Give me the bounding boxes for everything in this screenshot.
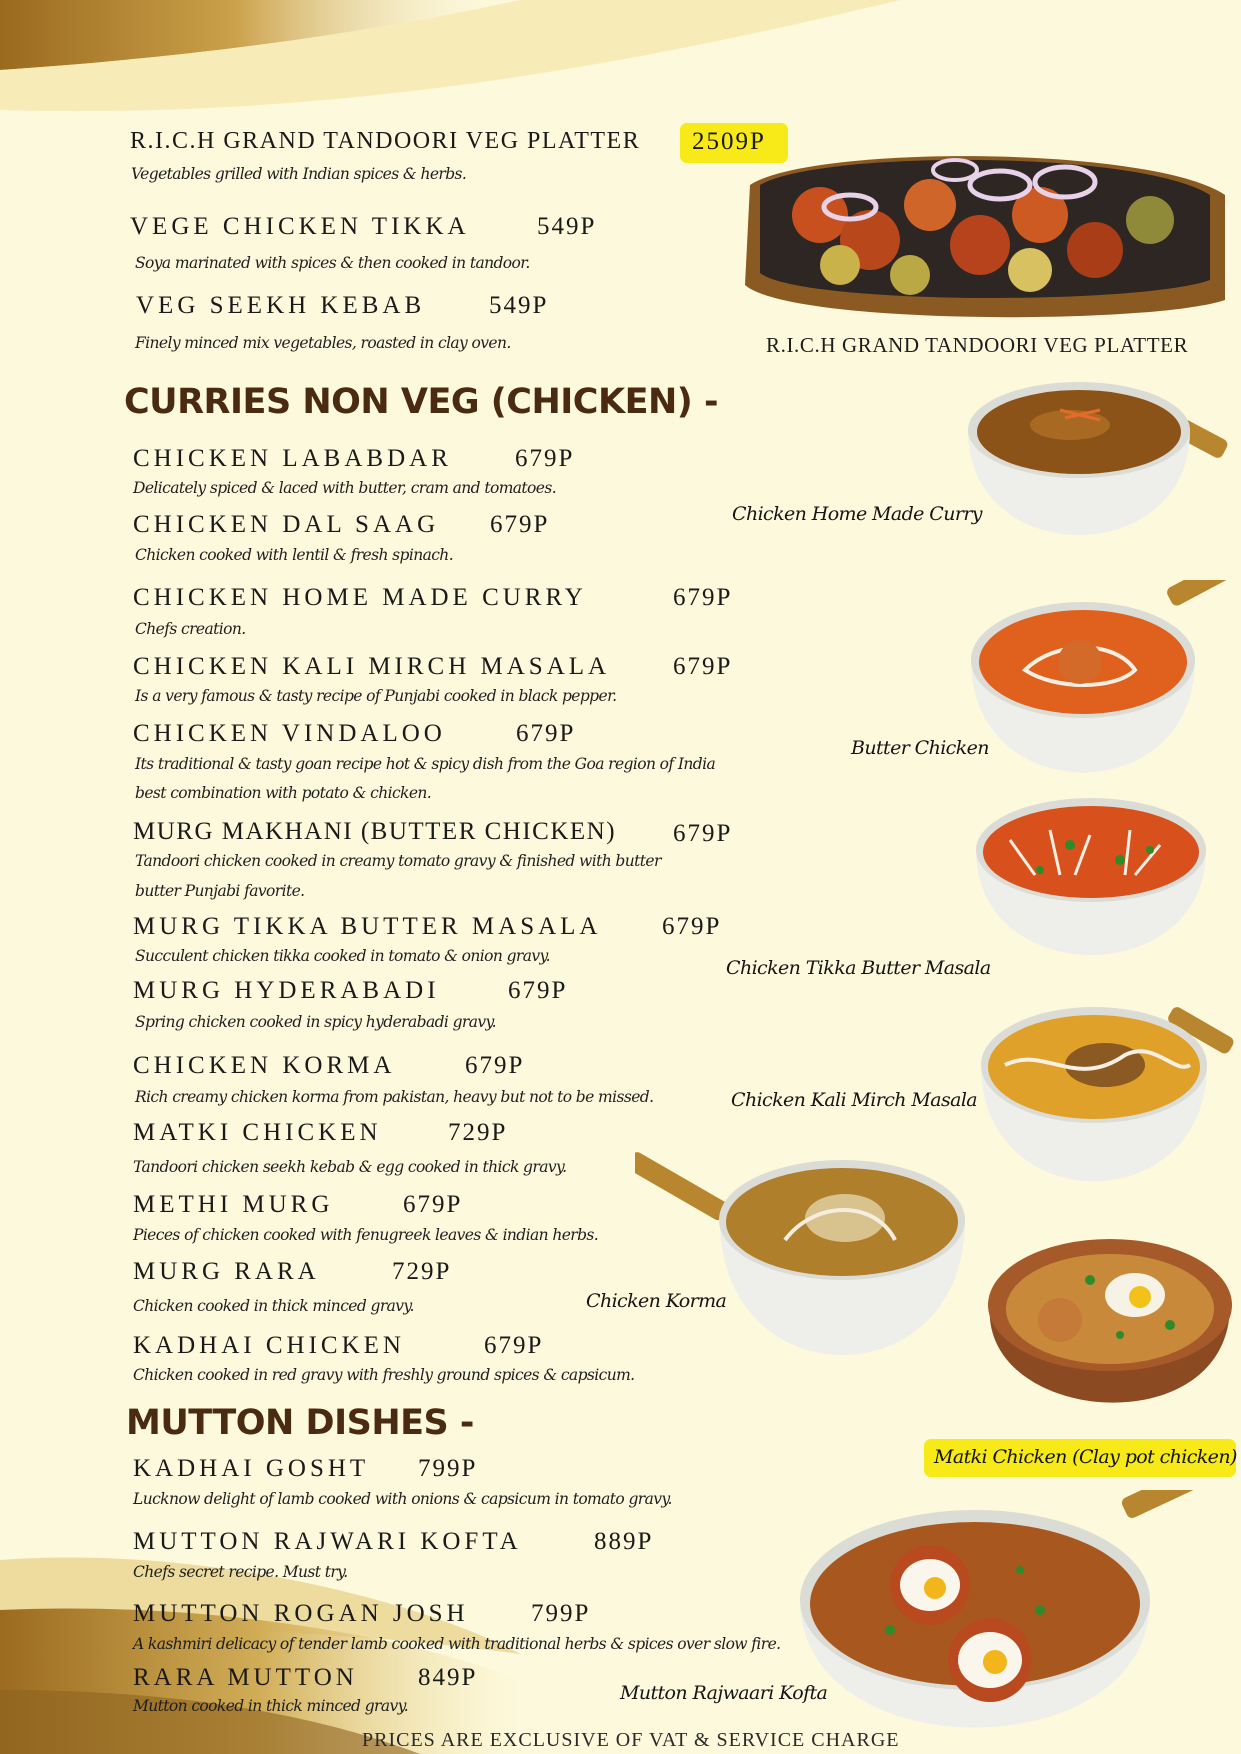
menu-item-name: MUTTON RAJWARI KOFTA (133, 1528, 522, 1555)
menu-item-desc: Is a very famous & tasty recipe of Punjabi cooked in black pepper. (135, 687, 617, 705)
menu-item-desc: Lucknow delight of lamb cooked with onions & capsicum in tomato gravy. (133, 1490, 672, 1508)
menu-item-name: METHI MURG (133, 1191, 334, 1218)
platter-name: R.I.C.H GRAND TANDOORI VEG PLATTER (130, 128, 641, 154)
footer-note: PRICES ARE EXCLUSIVE OF VAT & SERVICE CHARGE (362, 1729, 900, 1751)
menu-item-price: 679P (465, 1052, 525, 1079)
menu-item-desc: best combination with potato & chicken. (135, 784, 432, 802)
menu-item-price: 549P (537, 213, 597, 240)
menu-item-desc: Chicken cooked with lentil & fresh spinach. (135, 546, 454, 564)
chicken-home-made-curry-photo (960, 370, 1241, 570)
menu-item-name: CHICKEN HOME MADE CURRY (133, 584, 587, 611)
platter-entry (130, 128, 640, 155)
photo-caption: Butter Chicken (851, 737, 989, 759)
menu-item-desc: Rich creamy chicken korma from pakistan, heavy but not to be missed. (135, 1088, 654, 1106)
menu-item-price: 549P (489, 292, 549, 319)
menu-item-name: CHICKEN VINDALOO (133, 720, 446, 747)
menu-item-desc: Chefs creation. (135, 620, 246, 638)
menu-item-name: MURG HYDERABADI (133, 977, 440, 1004)
menu-item-desc: Chicken cooked in red gravy with freshly ground spices & capsicum. (133, 1366, 635, 1384)
menu-item-name: CHICKEN KORMA (133, 1052, 396, 1079)
menu-item-price: 679P (662, 913, 722, 940)
menu-item-name: MURG MAKHANI (BUTTER CHICKEN) (133, 818, 617, 845)
matki-chicken-photo (980, 1225, 1241, 1435)
menu-item-desc: Chefs secret recipe. Must try. (133, 1563, 348, 1581)
menu-item-desc: Spring chicken cooked in spicy hyderabadi gravy. (135, 1013, 496, 1031)
menu-item-desc: Succulent chicken tikka cooked in tomato & onion gravy. (135, 947, 550, 965)
menu-item-name: RARA MUTTON (133, 1664, 358, 1691)
butter-chicken-photo (965, 580, 1241, 800)
menu-item-price: 679P (484, 1332, 544, 1359)
menu-item-desc: Tandoori chicken cooked in creamy tomato gravy & finished with butter (135, 852, 661, 870)
menu-item-desc: Pieces of chicken cooked with fenugreek leaves & indian herbs. (133, 1226, 599, 1244)
menu-item-name: CHICKEN LABABDAR (133, 445, 452, 472)
platter-price-badge (680, 123, 788, 163)
tandoori-platter-photo (730, 125, 1235, 325)
photo-caption: Chicken Tikka Butter Masala (726, 957, 991, 979)
chicken-korma-photo (635, 1130, 975, 1400)
photo-caption: Chicken Korma (586, 1290, 727, 1312)
menu-item-desc: Delicately spiced & laced with butter, cram and tomatoes. (133, 479, 557, 497)
menu-item-desc: Chicken cooked in thick minced gravy. (133, 1297, 414, 1315)
photo-caption: Mutton Rajwaari Kofta (620, 1682, 828, 1704)
menu-item-price: 729P (448, 1119, 508, 1146)
menu-item-price: 679P (403, 1191, 463, 1218)
menu-item-desc: Finely minced mix vegetables, roasted in clay oven. (135, 334, 511, 352)
chicken-kali-mirch-masala-photo (975, 995, 1241, 1220)
chicken-tikka-butter-masala-photo (970, 790, 1241, 990)
menu-item-price: 889P (594, 1528, 654, 1555)
menu-item-price: 679P (516, 720, 576, 747)
menu-item-price: 849P (418, 1664, 478, 1691)
menu-item-price: 729P (392, 1258, 452, 1285)
menu-item-desc: Its traditional & tasty goan recipe hot & spicy dish from the Goa region of India (135, 755, 716, 773)
photo-caption: Chicken Kali Mirch Masala (731, 1089, 978, 1111)
menu-item-name: VEGE CHICKEN TIKKA (130, 213, 470, 240)
menu-item-price: 799P (531, 1600, 591, 1627)
matki-caption-badge (924, 1439, 1236, 1477)
menu-item-name: CHICKEN DAL SAAG (133, 511, 440, 538)
platter-photo-caption: R.I.C.H GRAND TANDOORI VEG PLATTER (766, 333, 1189, 357)
platter-price: 2509P (692, 128, 766, 155)
menu-item-desc: Mutton cooked in thick minced gravy. (133, 1697, 409, 1715)
menu-item-desc: Soya marinated with spices & then cooked in tandoor. (135, 254, 530, 272)
mutton-rajwari-kofta-photo (790, 1490, 1241, 1754)
photo-caption: Chicken Home Made Curry (732, 503, 982, 525)
menu-item-price: 679P (515, 445, 575, 472)
menu-item-name: CHICKEN KALI MIRCH MASALA (133, 653, 611, 680)
menu-item-price: 679P (673, 820, 733, 847)
menu-item-price: 679P (508, 977, 568, 1004)
section-title-curries: CURRIES NON VEG (CHICKEN) - (124, 382, 718, 422)
menu-item-desc: butter Punjabi favorite. (135, 882, 305, 900)
menu-item-name: KADHAI CHICKEN (133, 1332, 405, 1359)
menu-item-name: MURG TIKKA BUTTER MASALA (133, 913, 602, 940)
menu-item-name: KADHAI GOSHT (133, 1455, 370, 1482)
menu-item-name: MUTTON ROGAN JOSH (133, 1600, 469, 1627)
menu-item-desc: Tandoori chicken seekh kebab & egg cooked in thick gravy. (133, 1158, 567, 1176)
menu-item-price: 679P (673, 584, 733, 611)
menu-item-desc: A kashmiri delicacy of tender lamb cooked with traditional herbs & spices over slow fire. (133, 1635, 781, 1653)
menu-item-price: 799P (418, 1455, 478, 1482)
platter-desc: Vegetables grilled with Indian spices & herbs. (131, 165, 467, 183)
menu-item-name: VEG SEEKH KEBAB (136, 292, 426, 319)
menu-item-name: MURG RARA (133, 1258, 320, 1285)
photo-caption: Matki Chicken (Clay pot chicken) (934, 1446, 1237, 1468)
menu-item-price: 679P (673, 653, 733, 680)
menu-item-name: MATKI CHICKEN (133, 1119, 382, 1146)
menu-item-price: 679P (490, 511, 550, 538)
section-title-mutton: MUTTON DISHES - (126, 1403, 474, 1443)
